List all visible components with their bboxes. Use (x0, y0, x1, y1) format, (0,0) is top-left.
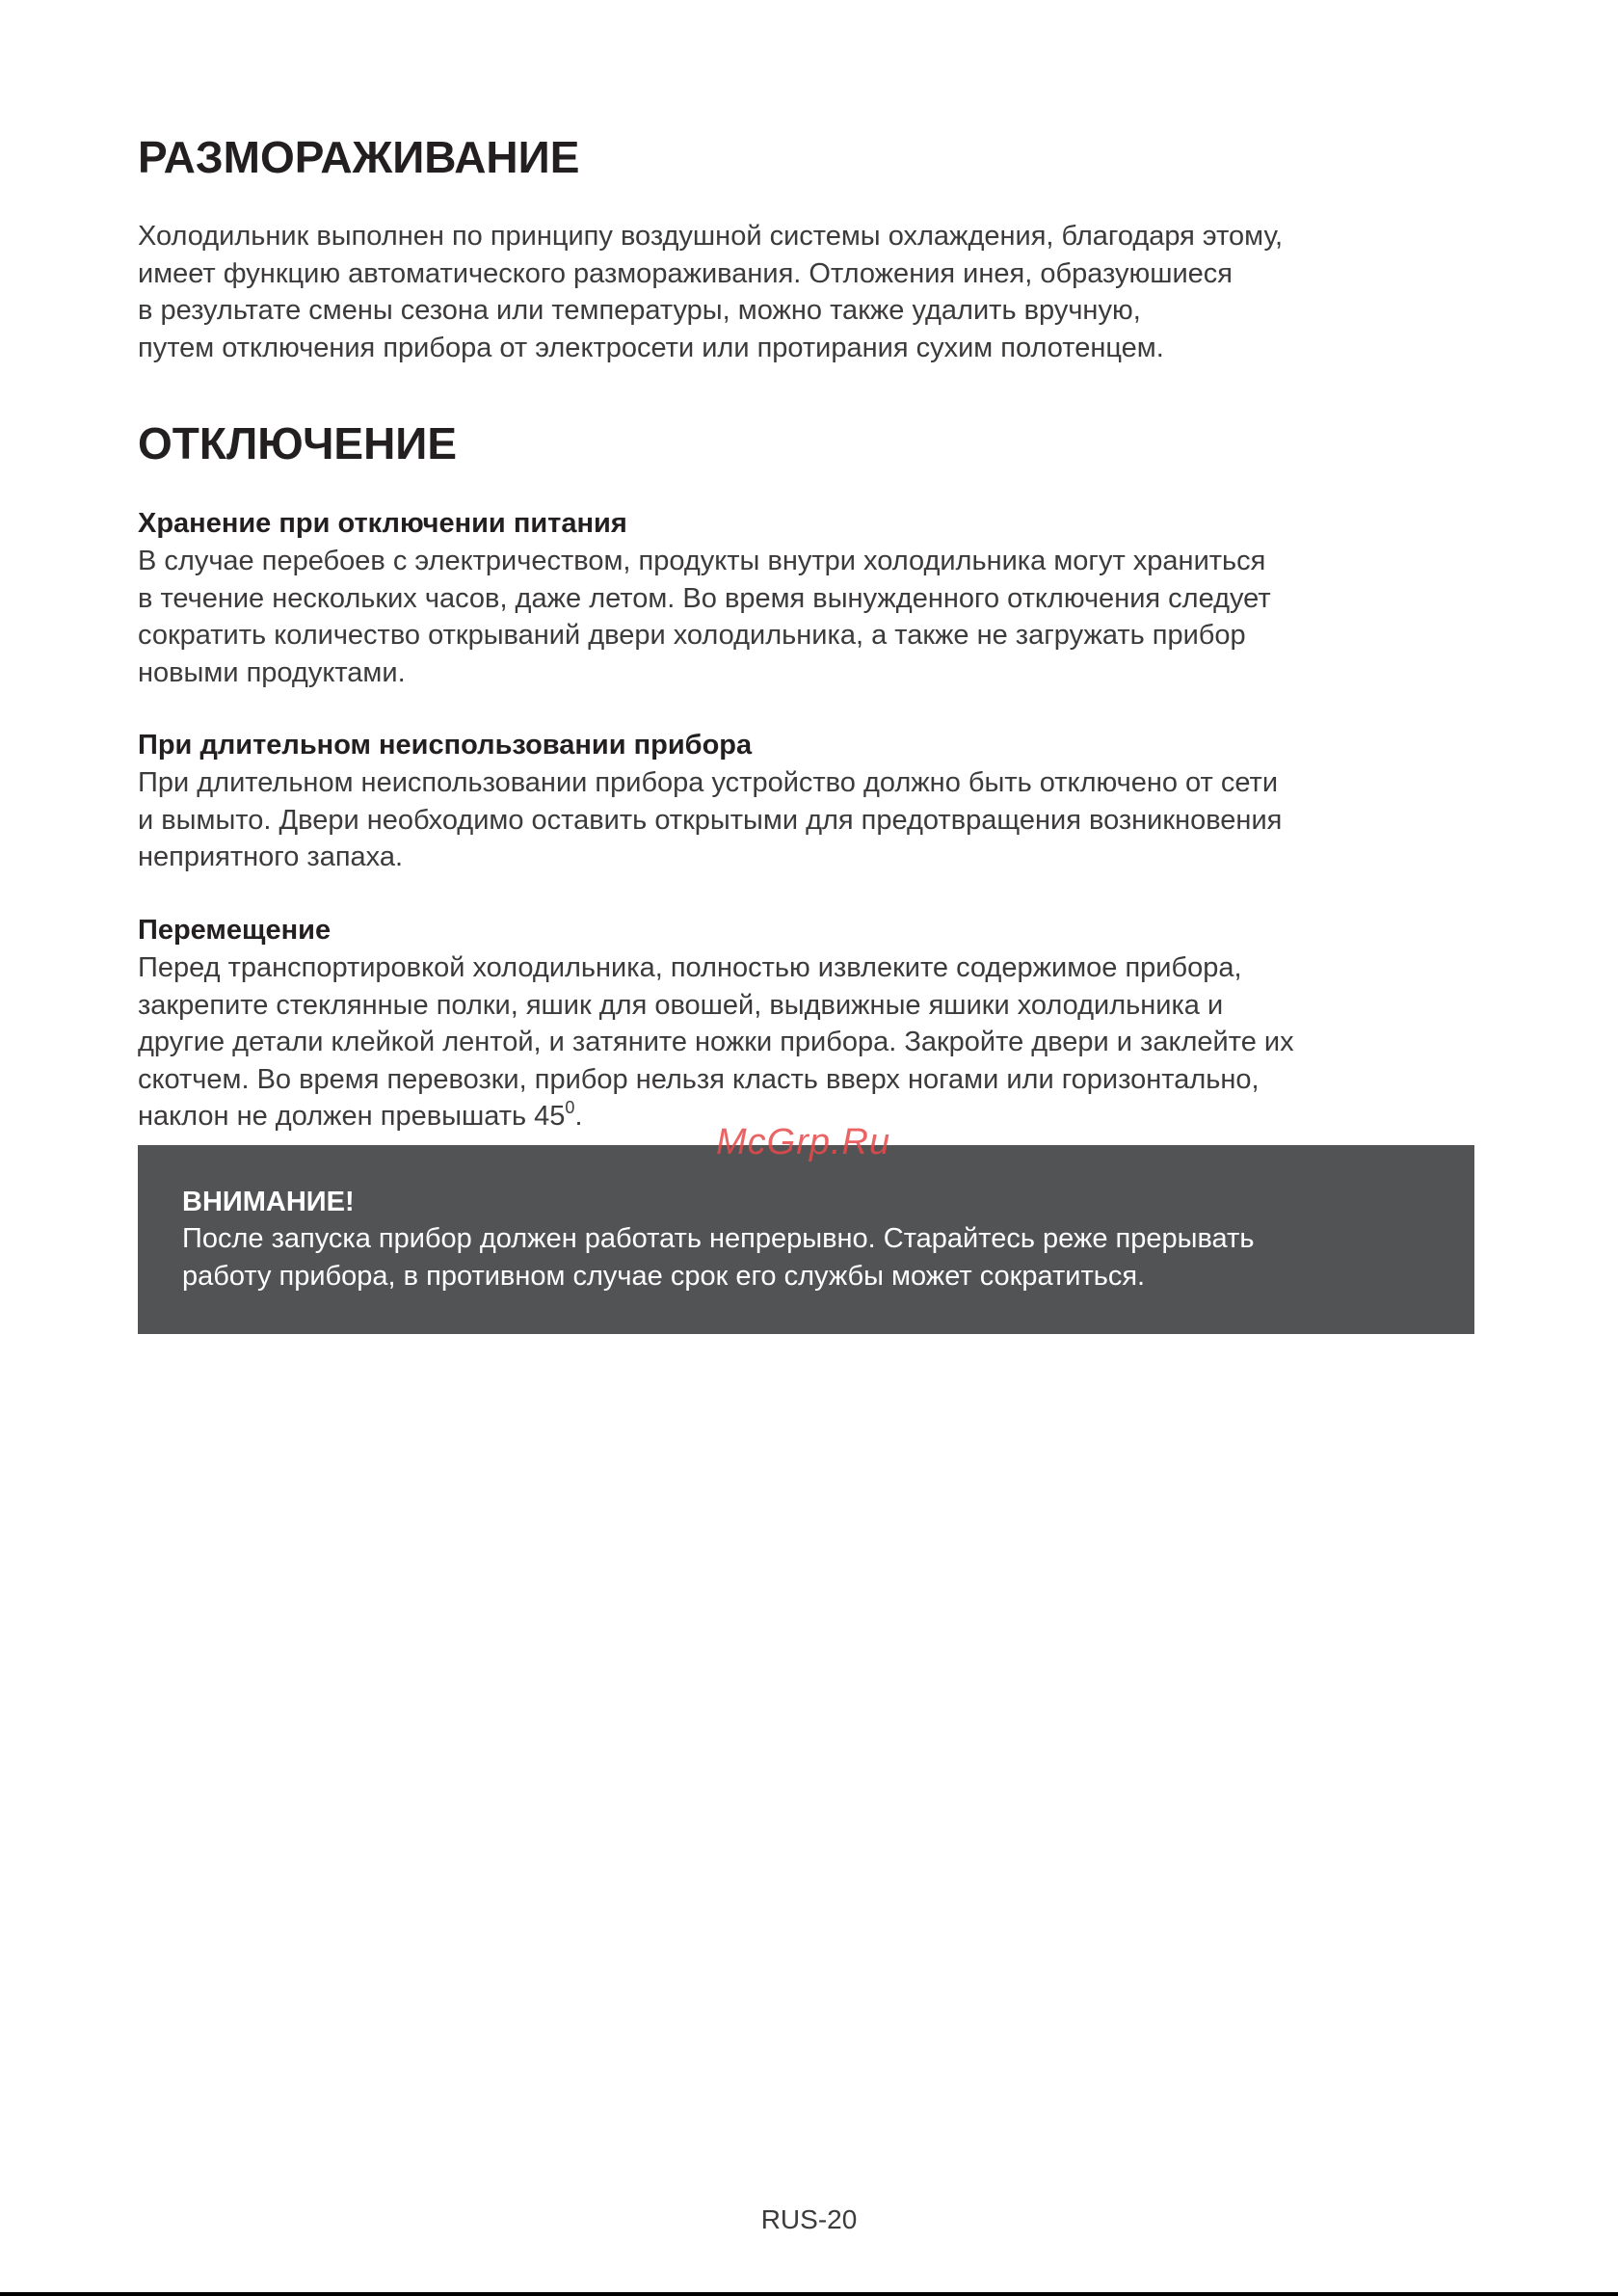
degree-superscript: 0 (565, 1098, 575, 1117)
moving-line-5-end: . (574, 1101, 583, 1132)
defrost-line-1: Холодильник выполнен по принципу воздушной системы охлаждения, благодаря этому, (138, 221, 1284, 252)
bottom-border (0, 2292, 1618, 2296)
long-disuse-line-2: и вымыто. Двери необходимо оставить открытыми для предотвращения возникновения (138, 804, 1283, 836)
moving-line-1: Перед транспортировкой холодильника, полностью извлеките содержимое прибора, (138, 952, 1242, 983)
watermark: McGrp.Ru (716, 1122, 891, 1162)
notice-title: ВНИМАНИЕ! (182, 1187, 355, 1217)
warning-notice-box (138, 1145, 1474, 1334)
long-disuse-line-1: При длительном неиспользовании прибора устройство должно быть отключено от сети (138, 767, 1279, 798)
moving-line-2: закрепите стеклянные полки, яшик для овошей, выдвижные яшики холодильника и (138, 989, 1224, 1021)
long-disuse-paragraph (138, 764, 1487, 876)
defrost-line-2: имеет функцию автоматического размораживания. Отложения инея, образуюшиеся (138, 257, 1233, 289)
storage-line-3: сократить количество открываний двери холодильника, а также не загружать прибор (138, 620, 1246, 651)
moving-line-5-text: наклон не должен превышать 45 (138, 1101, 566, 1132)
long-disuse-line-3: неприятного запаха. (138, 841, 404, 872)
defrost-line-4: путем отключения прибора от электросети или протирания сухим полотенцем. (138, 332, 1164, 363)
page-number: RUS-20 (760, 2204, 858, 2234)
subheading-storage: Хранение при отключении питания (138, 508, 627, 539)
storage-paragraph (138, 543, 1487, 691)
storage-line-4: новыми продуктами. (138, 656, 406, 688)
moving-paragraph (138, 949, 1487, 1135)
notice-line-2: работу прибора, в противном случае срок его службы может сократиться. (182, 1260, 1146, 1292)
defrost-paragraph (138, 218, 1487, 366)
moving-line-4: скотчем. Во время перевозки, прибор нельзя класть вверх ногами или горизонтально, (138, 1063, 1260, 1095)
notice-line-1: После запуска прибор должен работать непрерывно. Старайтесь реже прерывать (182, 1223, 1255, 1254)
subheading-moving: Перемещение (138, 915, 332, 946)
storage-line-2: в течение нескольких часов, даже летом. Во время вынужденного отключения следует (138, 582, 1271, 614)
subheading-long-disuse: При длительном неиспользовании прибора (138, 730, 753, 761)
notice-text (182, 1220, 1254, 1295)
defrost-line-3: в результате смены сезона или температуры, можно также удалить вручную, (138, 295, 1141, 326)
section-title-shutdown: ОТКЛЮЧЕНИЕ (138, 418, 458, 468)
moving-line-3: другие детали клейкой лентой, и затяните ножки прибора. Закройте двери и заклейте их (138, 1027, 1294, 1057)
section-title-defrost: РАЗМОРАЖИВАНИЕ (138, 132, 580, 182)
storage-line-1: В случае перебоев с электричеством, продукты внутри холодильника могут храниться (138, 546, 1266, 576)
